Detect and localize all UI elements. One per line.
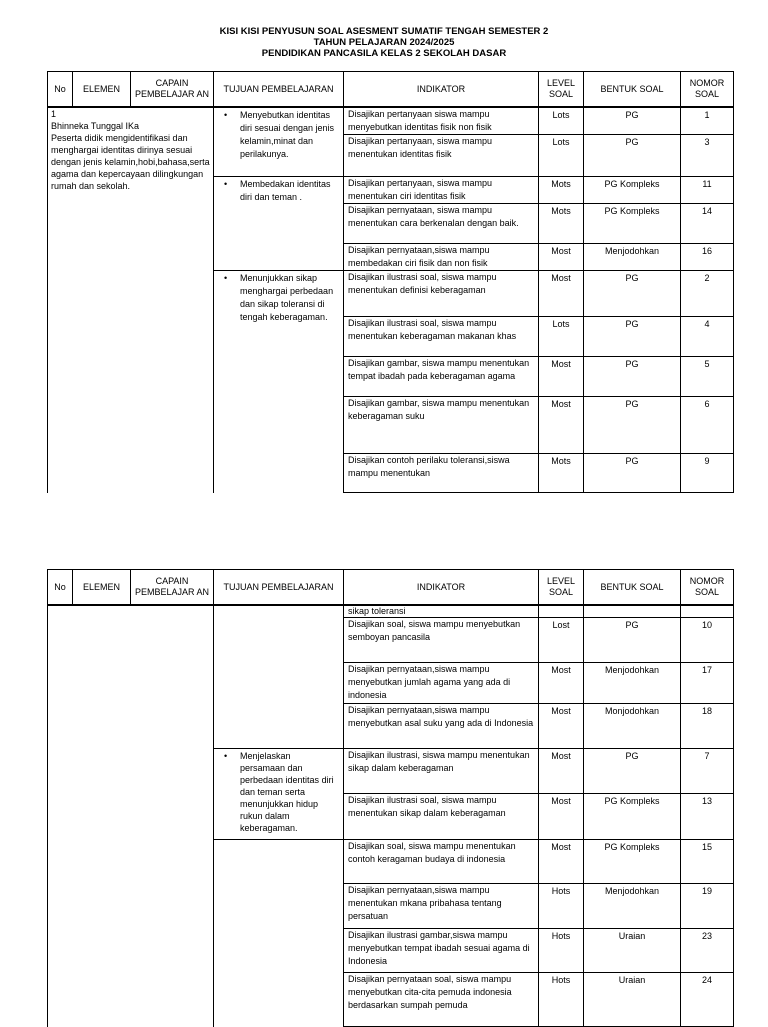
indikator-cell: Disajikan contoh perilaku toleransi,siswa mampu menentukan — [344, 454, 539, 493]
bentuk-cell: PG Kompleks — [584, 204, 681, 244]
col-header-elemen: ELEMEN — [73, 72, 131, 108]
col-header-capain: CAPAIN PEMBELAJAR AN — [131, 570, 214, 606]
level-cell: Most — [539, 244, 584, 271]
nomor-cell: 5 — [681, 357, 734, 397]
nomor-cell: 7 — [681, 749, 734, 794]
nomor-cell: 13 — [681, 794, 734, 840]
nomor-cell: 11 — [681, 177, 734, 204]
tujuan-text: Menjelaskan persamaan dan perbedaan identitas diri dan teman serta menunjukkan hidup rukun dalam keberagaman. — [240, 751, 334, 833]
tujuan-cell — [214, 605, 344, 749]
col-header-level: LEVEL SOAL — [539, 570, 584, 606]
indikator-cell: Disajikan ilustrasi soal, siswa mampu menentukan keberagaman makanan khas — [344, 317, 539, 357]
indikator-cell: Disajikan pertanyaan, siswa mampu menentukan ciri identitas fisik — [344, 177, 539, 204]
level-cell: Most — [539, 840, 584, 884]
bentuk-cell: PG — [584, 357, 681, 397]
tujuan-text: Menyebutkan identitas diri sesuai dengan jenis kelamin,minat dan perilakunya. — [240, 110, 335, 159]
col-header-bentuk: BENTUK SOAL — [584, 570, 681, 606]
level-cell: Most — [539, 794, 584, 840]
bentuk-cell: PG — [584, 749, 681, 794]
tujuan-cell — [214, 749, 344, 840]
title-line-2: TAHUN PELAJARAN 2024/2025 — [313, 37, 455, 48]
bentuk-cell: PG — [584, 135, 681, 177]
nomor-cell: 9 — [681, 454, 734, 493]
col-header-no: No — [48, 72, 73, 108]
nomor-cell: 14 — [681, 204, 734, 244]
indikator-cell: Disajikan pernyataan,siswa mampu menyebutkan jumlah agama yang ada di indonesia — [344, 663, 539, 704]
bentuk-cell — [584, 605, 681, 618]
indikator-cell: Disajikan ilustrasi, siswa mampu menentukan sikap dalam keberagaman — [344, 749, 539, 794]
tujuan-cell — [214, 177, 344, 271]
tujuan-text: Membedakan identitas diri dan teman . — [240, 179, 331, 202]
nomor-cell: 18 — [681, 704, 734, 749]
level-cell: Most — [539, 704, 584, 749]
bullet-icon: • — [224, 110, 228, 120]
bentuk-cell: PG — [584, 271, 681, 317]
col-header-indikator: INDIKATOR — [344, 570, 539, 606]
table-row — [48, 605, 734, 618]
bullet-icon: • — [224, 751, 228, 761]
indikator-cell: Disajikan ilustrasi soal, siswa mampu menentukan definisi keberagaman — [344, 271, 539, 317]
bentuk-cell: PG — [584, 397, 681, 454]
tujuan-cell — [214, 840, 344, 1027]
level-cell: Most — [539, 271, 584, 317]
bentuk-cell: Menjodohkan — [584, 663, 681, 704]
tujuan-text: Menunjukkan sikap menghargai perbedaan dan sikap toleransi di tengah keberagaman. — [240, 273, 334, 322]
title-line-1: KISI KISI PENYUSUN SOAL ASESMENT SUMATIF TENGAH SEMESTER 2 — [219, 26, 549, 37]
indikator-cell: Disajikan ilustrasi soal, siswa mampu menentukan sikap dalam keberagaman — [344, 794, 539, 840]
nomor-cell: 24 — [681, 973, 734, 1027]
capain-text: 1 Bhinneka Tunggal IKa Peserta didik mengidentifikasi dan menghargai identitas dirinya sesuai dengan jenis kelamin,hobi,bahasa,serta agama dan kepercayaan dilingkungan rumah dan sekolah. — [51, 109, 210, 191]
bentuk-cell: PG Kompleks — [584, 177, 681, 204]
indikator-cell: Disajikan soal, siswa mampu menentukan contoh keragaman budaya di indonesia — [344, 840, 539, 884]
bullet-icon: • — [224, 273, 228, 283]
bentuk-cell: Uraian — [584, 973, 681, 1027]
nomor-cell: 10 — [681, 618, 734, 663]
col-header-bentuk: BENTUK SOAL — [584, 72, 681, 108]
level-cell: Mots — [539, 177, 584, 204]
nomor-cell: 1 — [681, 107, 734, 135]
nomor-cell: 3 — [681, 135, 734, 177]
indikator-cell: Disajikan pernyataan,siswa mampu menyebutkan asal suku yang ada di Indonesia — [344, 704, 539, 749]
bentuk-cell: PG Kompleks — [584, 840, 681, 884]
bentuk-cell: PG — [584, 107, 681, 135]
nomor-cell: 16 — [681, 244, 734, 271]
indikator-cell: sikap toleransi — [344, 605, 539, 618]
bentuk-cell: PG — [584, 317, 681, 357]
nomor-cell: 15 — [681, 840, 734, 884]
nomor-cell — [681, 605, 734, 618]
col-header-nomor: NOMOR SOAL — [681, 72, 734, 108]
level-cell: Mots — [539, 454, 584, 493]
capain-pembelajaran-cell — [48, 605, 214, 1027]
bentuk-cell: PG — [584, 454, 681, 493]
indikator-cell: Disajikan soal, siswa mampu menyebutkan semboyan pancasila — [344, 618, 539, 663]
indikator-cell: Disajikan pernyataan,siswa mampu membedakan ciri fisik dan non fisik — [344, 244, 539, 271]
col-header-elemen: ELEMEN — [73, 570, 131, 606]
table-row — [48, 107, 734, 135]
nomor-cell: 6 — [681, 397, 734, 454]
indikator-cell: Disajikan pernyataan, siswa mampu menentukan cara berkenalan dengan baik. — [344, 204, 539, 244]
capain-pembelajaran-cell — [48, 107, 214, 493]
table-header-row — [48, 72, 734, 108]
col-header-nomor: NOMOR SOAL — [681, 570, 734, 606]
level-cell: Most — [539, 397, 584, 454]
col-header-no: No — [48, 570, 73, 606]
level-cell: Hots — [539, 884, 584, 929]
title-line-3: PENDIDIKAN PANCASILA KELAS 2 SEKOLAH DASAR — [261, 48, 507, 59]
level-cell: Hots — [539, 929, 584, 973]
indikator-cell: Disajikan pernyataan soal, siswa mampu menyebutkan cita-cita pemuda indonesia berdasarkan sumpah pemuda — [344, 973, 539, 1027]
level-cell — [539, 605, 584, 618]
tujuan-cell — [214, 271, 344, 493]
level-cell: Most — [539, 749, 584, 794]
indikator-cell: Disajikan gambar, siswa mampu menentukan tempat ibadah pada keberagaman agama — [344, 357, 539, 397]
indikator-cell: Disajikan gambar, siswa mampu menentukan keberagaman suku — [344, 397, 539, 454]
nomor-cell: 19 — [681, 884, 734, 929]
bentuk-cell: Uraian — [584, 929, 681, 973]
bentuk-cell: PG Kompleks — [584, 794, 681, 840]
indikator-cell: Disajikan ilustrasi gambar,siswa mampu menyebutkan tempat ibadah sesuai agama di Indonesia — [344, 929, 539, 973]
level-cell: Lots — [539, 317, 584, 357]
bentuk-cell: Monjodohkan — [584, 704, 681, 749]
nomor-cell: 2 — [681, 271, 734, 317]
col-header-tujuan: TUJUAN PEMBELAJARAN — [214, 72, 344, 108]
level-cell: Lots — [539, 135, 584, 177]
bentuk-cell: PG — [584, 618, 681, 663]
kisi-kisi-table-2 — [47, 569, 734, 1027]
col-header-level: LEVEL SOAL — [539, 72, 584, 108]
level-cell: Lots — [539, 107, 584, 135]
nomor-cell: 4 — [681, 317, 734, 357]
level-cell: Most — [539, 663, 584, 704]
bentuk-cell: Menjodohkan — [584, 884, 681, 929]
level-cell: Mots — [539, 204, 584, 244]
nomor-cell: 17 — [681, 663, 734, 704]
tujuan-cell — [214, 107, 344, 177]
bullet-icon: • — [224, 179, 228, 189]
col-header-capain: CAPAIN PEMBELAJAR AN — [131, 72, 214, 108]
level-cell: Lost — [539, 618, 584, 663]
bentuk-cell: Menjodohkan — [584, 244, 681, 271]
level-cell: Most — [539, 357, 584, 397]
col-header-indikator: INDIKATOR — [344, 72, 539, 108]
nomor-cell: 23 — [681, 929, 734, 973]
indikator-cell: Disajikan pertanyaan siswa mampu menyebutkan identitas fisik non fisik — [344, 107, 539, 135]
document-title — [0, 26, 768, 59]
indikator-cell: Disajikan pernyataan,siswa mampu menentukan mkana pribahasa tentang persatuan — [344, 884, 539, 929]
indikator-cell: Disajikan pertanyaan, siswa mampu menentukan identitas fisik — [344, 135, 539, 177]
level-cell: Hots — [539, 973, 584, 1027]
col-header-tujuan: TUJUAN PEMBELAJARAN — [214, 570, 344, 606]
kisi-kisi-table-1 — [47, 71, 734, 493]
table-header-row — [48, 570, 734, 606]
